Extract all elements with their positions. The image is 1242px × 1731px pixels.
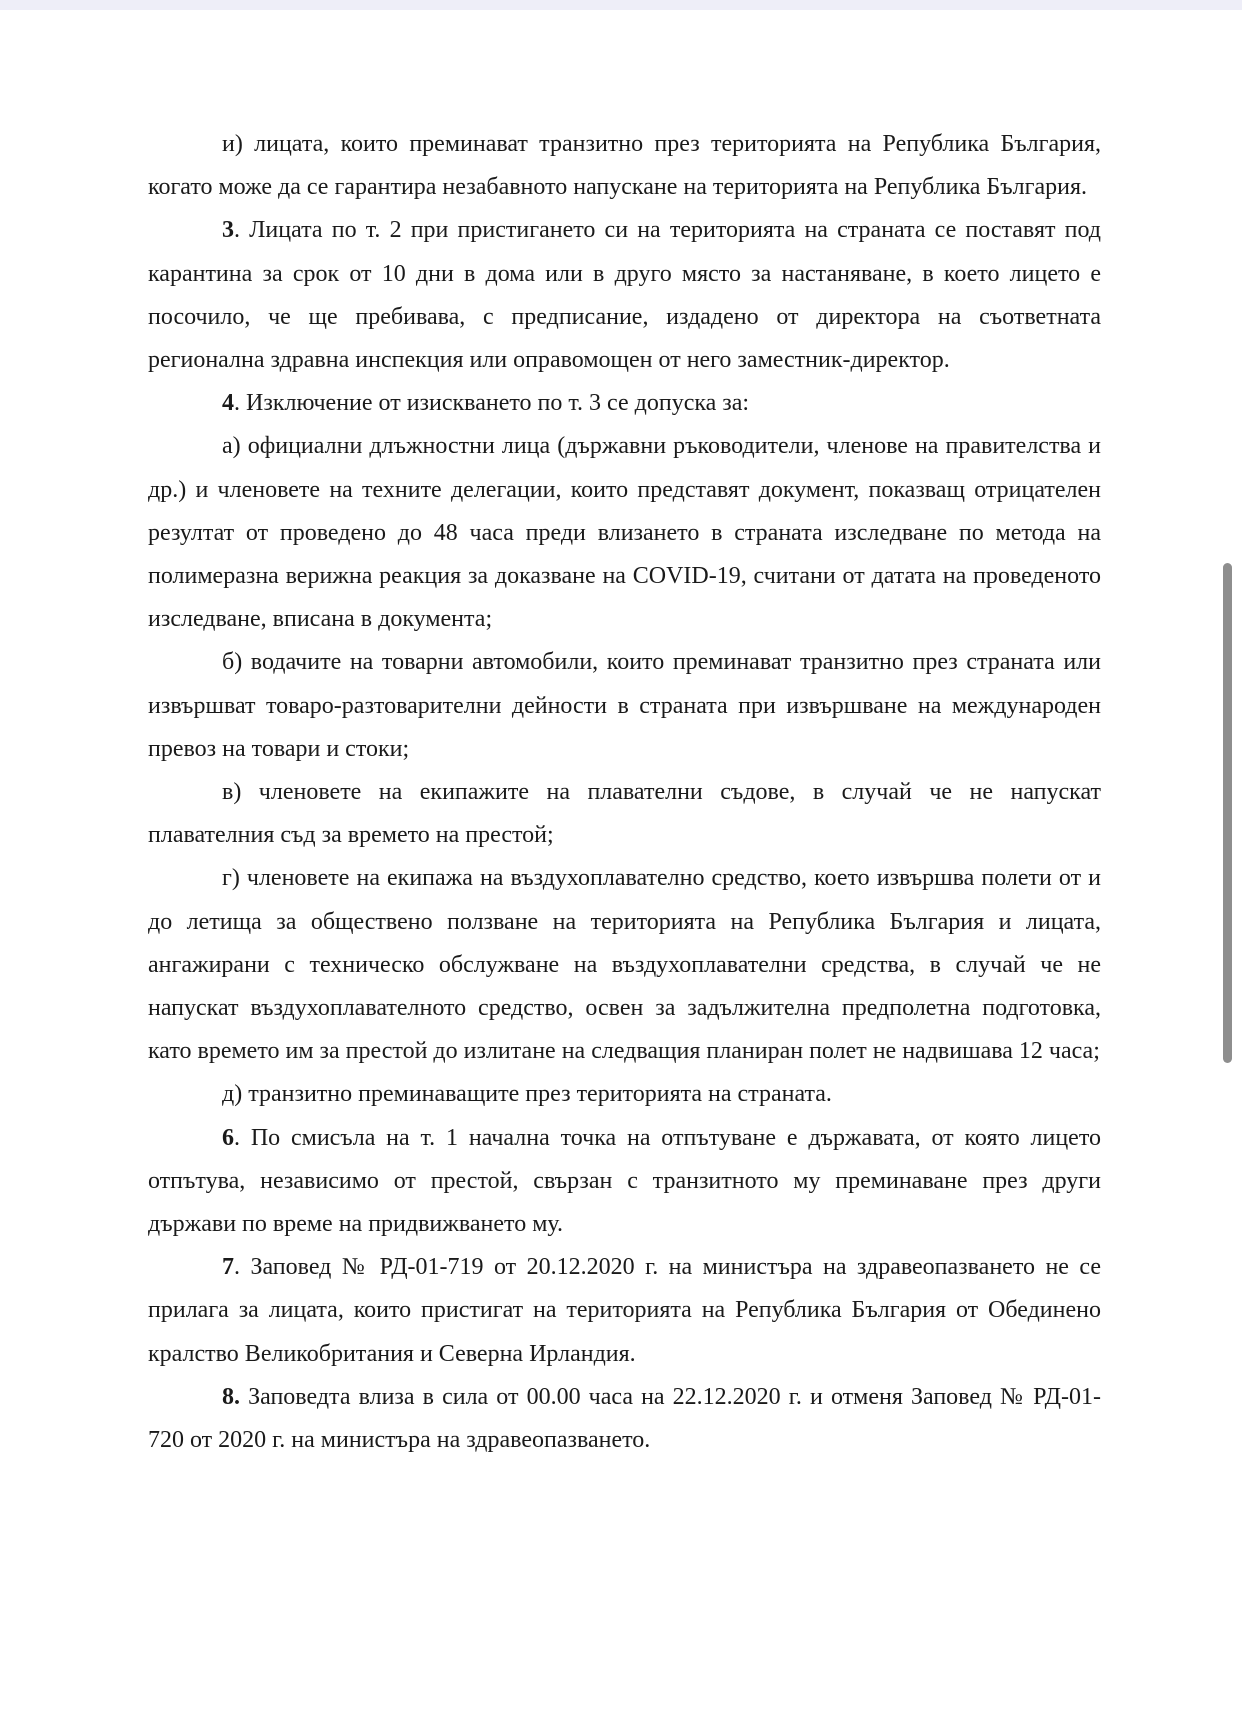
viewer-top-bar <box>0 0 1242 10</box>
paragraph-4v <box>148 771 1101 857</box>
paragraph-8 <box>148 1376 1101 1462</box>
paragraph-number: 4 <box>222 390 234 417</box>
paragraph-7 <box>148 1246 1101 1376</box>
paragraph-text: . Заповед № РД-01-719 от 20.12.2020 г. на министъра на здравеопазването не се прилага за лицата, които пристигат на територията на Република България от Обединено кралство Великобритания и Северна Ирландия. <box>148 1254 1101 1367</box>
paragraph-number: 6 <box>222 1124 234 1151</box>
paragraph-text: д) транзитно преминаващите през територията на страната. <box>222 1081 832 1108</box>
scrollbar-thumb[interactable] <box>1223 563 1232 1063</box>
paragraph-4a <box>148 425 1101 641</box>
paragraph-number: 8. <box>222 1383 240 1410</box>
paragraph-6 <box>148 1117 1101 1247</box>
paragraph-text: Заповедта влиза в сила от 00.00 часа на 22.12.2020 г. и отменя Заповед № РД-01-720 от 2020 г. на министъра на здравеопазването. <box>148 1383 1101 1454</box>
paragraph-text: г) членовете на екипажа на въздухоплавателно средство, което извършва полети от и до летища за обществено ползване на територията на Република България и лицата, ангажирани с техническо обслужване на въздухоплавателни средства, в случай че не напускат въздухоплавателното средство, освен за задължителна предполетна подготовка, като времето им за престой до излитане на следващия планиран полет не надвишава 12 часа; <box>148 865 1101 1065</box>
paragraph-number: 7 <box>222 1254 234 1281</box>
paragraph-4b <box>148 641 1101 771</box>
paragraph-text: . Изключение от изискването по т. 3 се допуска за: <box>234 390 750 417</box>
paragraph-3 <box>148 209 1101 382</box>
paragraph-text: а) официални длъжностни лица (държавни ръководители, членове на правителства и др.) и членовете на техните делегации, които представят документ, показващ отрицателен резултат от проведено до 48 часа преди влизането в страната изследване по метода на полимеразна верижна реакция за доказване на COVID-19, считани от датата на проведеното изследване, вписана в документа; <box>148 433 1101 633</box>
paragraph-4d <box>148 1073 1101 1116</box>
paragraph-text: в) членовете на екипажите на плавателни съдове, в случай че не напускат плавателния съд за времето на престой; <box>148 779 1101 849</box>
paragraph-text: . По смисъла на т. 1 начална точка на отпътуване е държавата, от която лицето отпътува, независимо от престой, свързан с транзитното му преминаване през други държави по време на придвижването му. <box>148 1124 1101 1238</box>
paragraph-text: . Лицата по т. 2 при пристигането си на територията на страната се поставят под карантина за срок от 10 дни в дома или в друго място за настаняване, в което лицето е посочило, че ще пребивава, с предписание, издадено от директора на съответната регионална здравна инспекция или оправомощен от него заместник-директор. <box>148 217 1101 374</box>
document-page <box>148 123 1101 1462</box>
paragraph-i <box>148 123 1101 209</box>
paragraph-number: 3 <box>222 217 234 244</box>
paragraph-text: б) водачите на товарни автомобили, които преминават транзитно през страната или извършват товаро-разтоварителни дейности в страната при извършване на международен превоз на товари и стоки; <box>148 649 1101 762</box>
paragraph-4g <box>148 857 1101 1073</box>
paragraph-text: и) лицата, които преминават транзитно през територията на Република България, когато може да се гарантира незабавното напускане на територията на Република България. <box>148 131 1101 201</box>
paragraph-4 <box>148 382 1101 425</box>
